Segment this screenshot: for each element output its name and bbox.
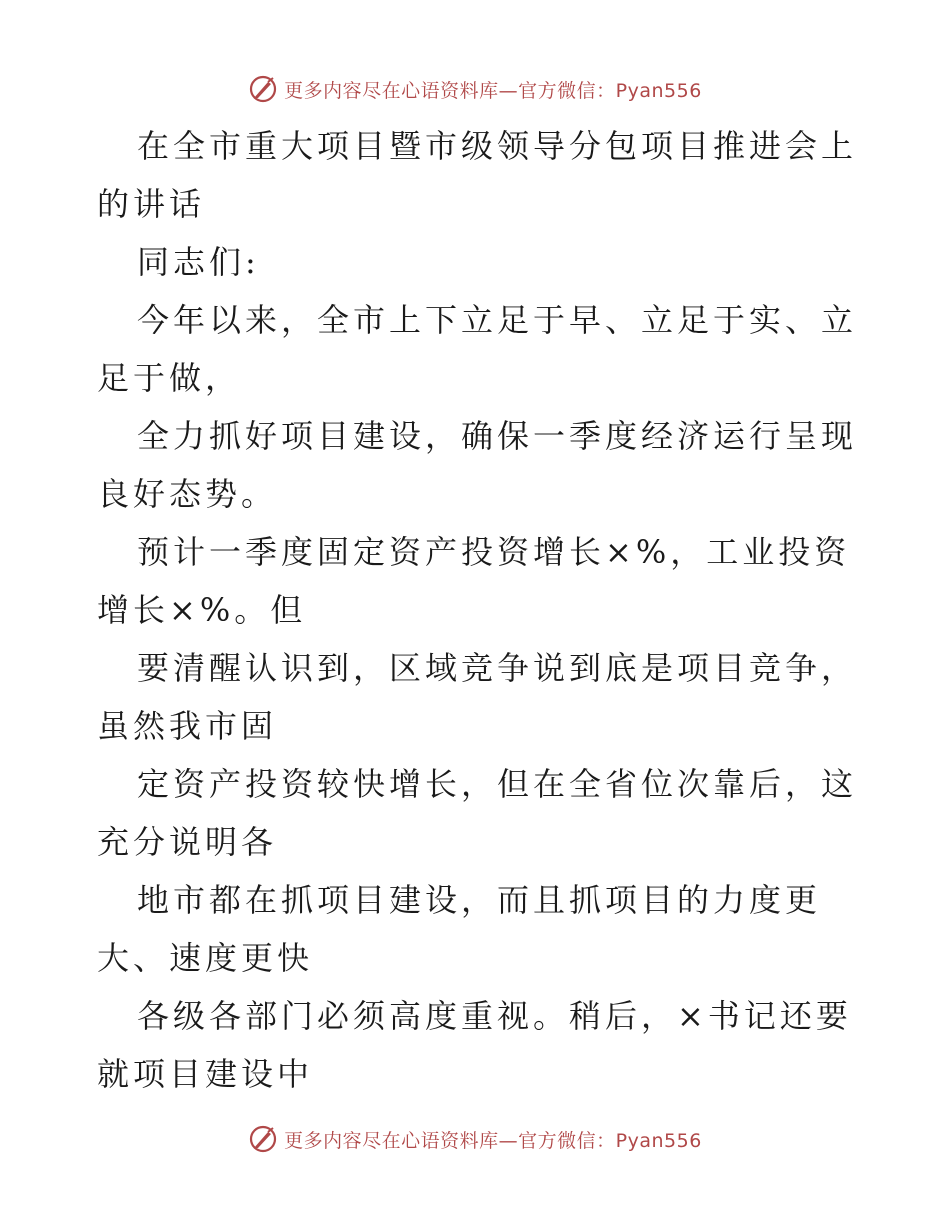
paragraph: 地市都在抓项目建设，而且抓项目的力度更大、速度更快	[97, 881, 822, 977]
watermark-footer	[0, 1124, 950, 1154]
watermark-text: 更多内容尽在心语资料库—官方微信：Pyan556	[284, 1129, 702, 1152]
quill-logo-icon	[248, 74, 278, 104]
watermark-text: 更多内容尽在心语资料库—官方微信：Pyan556	[284, 79, 702, 102]
paragraph-salutation: 同志们:	[137, 243, 260, 281]
paragraph: 要清醒认识到，区域竞争说到底是项目竞争，虽然我市固	[97, 649, 858, 745]
paragraph: 各级各部门必须高度重视。稍后，×书记还要就项目建设中	[97, 997, 852, 1093]
document-body	[97, 117, 857, 1103]
quill-logo-icon	[248, 1124, 278, 1154]
paragraph: 今年以来，全市上下立足于早、立足于实、立足于做，	[97, 301, 858, 397]
paragraph: 预计一季度固定资产投资增长×%，工业投资增长×%。但	[97, 533, 851, 629]
paragraph-title: 在全市重大项目暨市级领导分包项目推进会上的讲话	[97, 127, 858, 223]
paragraph: 全力抓好项目建设，确保一季度经济运行呈现良好态势。	[97, 417, 858, 513]
paragraph: 定资产投资较快增长，但在全省位次靠后，这充分说明各	[97, 765, 858, 861]
watermark-header	[0, 74, 950, 104]
